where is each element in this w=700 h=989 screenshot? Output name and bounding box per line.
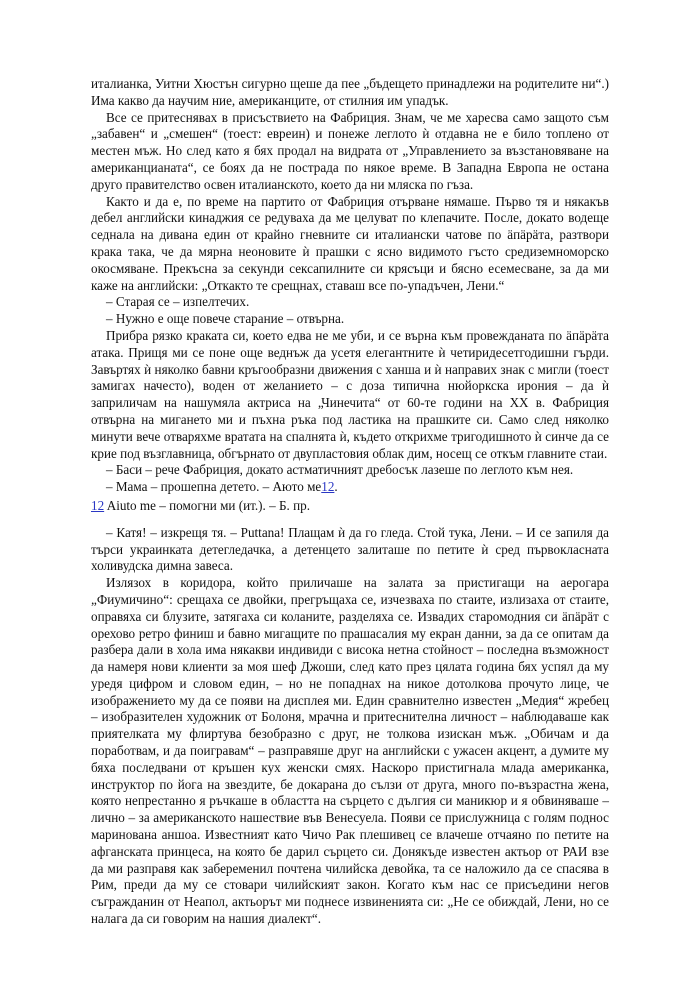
dialogue-text: – Мама – прошепна детето. – Аюто ме bbox=[106, 479, 322, 495]
paragraph: Все се притеснявах в присъствието на Фабриция. Знам, че ме харесва само защото съм „забавен“ и „смешен“ (тоест: евреин) и понеже леглото ѝ отдавна не е било топлено от местен мъж. Но след като я бях продал на видрата от „Управлението за възстановяване на американцианата“, се боях да не пострада по някое време. В Западна Европа не остана друго правителство освен италианското, което да ни мляска по гъза. bbox=[91, 109, 609, 192]
dialogue-line: – Баси – рече Фабриция, докато астматичният дребосък лазеше по леглото към нея. bbox=[106, 462, 574, 478]
paragraph: италианка, Уитни Хюстън сигурно щеше да пее „бъдещето принадлежи на родителите ни“.) Има какво да научим ние, американците, от стилния им упадък. bbox=[91, 76, 609, 108]
body-text bbox=[91, 76, 609, 928]
paragraph: Излязох в коридора, който приличаше на залата за пристигащи на аерогара „Фиумичино“: срещаха се двойки, прегръщаха се, изчезваха по стаите, излизаха от стаите, оправяха си блузите, затягаха си коланите, разделяха се. Извадих старомодния си äпäрäт с орехово ретро финиш и бавно мигащите по прашасалия му екран данни, за да се опитам да разбера дали в хола има някакви индивиди с висока нетна стойност – последна възможност да намеря нови клиенти за моя шеф Джоши, след като през цялата година бях успял да му уредя цифром и словом един, – но не попаднах на никое дотолкова прочуто лице, че изображението му да се появи на дисплея ми. Един сравнително известен „Медия“ жребец – изобразителен художник от Болоня, мрачна и притеснителна личност – наблюдаваше как приятелката му флиртува безобразно с друг, не толкова изискан мъж. „Обичам и да поработвам, и да поигравам“ – разправяше друг на английски с ужасен акцент, а думите му бяха последвани от кръшен кух женски смях. Наскоро пристигнала млада американка, инструктор по йога на звездите, бе докарана до сълзи от друга, много по-възрастна жена, която непрестанно я ръчкаше в областта на сърцето с дългия си маникюр и я обвиняваше – лично – за американското нашествие във Венесуела. Появи се прислужница с голям поднос маринована аншоа. Известният като Чичо Рак плешивец се влачеше отчаяно по петите на афганската принцеса, на която бе дарил сърцето си. Донякъде известен актьор от РАИ взе да ми разправя как забеременил почтена чилийска девойка, та се наложило да се спасява в Рим, преди да му се стовари чилийският закон. Когато към нас се присъедини негов съгражданин от Неапол, актьорът ми поднесе извиненията си: „Не се обиждай, Лени, но се налага да си говорим на нашия диалект“. bbox=[91, 575, 609, 927]
footnote bbox=[91, 498, 609, 515]
footnote-number-link[interactable]: 12 bbox=[91, 497, 105, 513]
paragraph: Както и да е, по време на партито от Фабриция отърване нямаше. Първо тя и някакъв дебел английски кинаджия се редуваха да ме целуват по клепачите. После, докато водеще седнала на дивана един от крайно гневните си италиански чатове по äпäрäта, разтвори крака така, че да мярна неоновите ѝ прашки с ясно видимото гъсто средиземноморско окосмяване. Прекъсна за секунди сексапилните си крясъци и бясно есемесване, за да ми каже на английски: „Откакто те срещнах, ставаш все по-упадъчен, Лени.“ bbox=[91, 193, 609, 293]
dialogue-line: – Нужно е още повече старание – отвърна. bbox=[106, 311, 345, 327]
paragraph: Прибра рязко краката си, което едва не ме уби, и се върна към провежданата по äпäрäта атака. Прищя ми се поне още веднъж да усетя елегантните ѝ четиридесетгодишни гърди. Завъртях ѝ няколко бавни кръгообразни движения с ханша и ѝ направих знак с мигли (тоест замигах начесто), воден от желанието – с доза типична нюйоркска ирония – да ѝ заприличам на нашумяла актриса на „Чинечита“ от 60-те години на XX в. Фабриция отвърна на мигането ми и пъхна ръка под ластика на прашките си. Само след няколко минути вече отваряхме вратата на спалнята ѝ, където открихме тригодишното ѝ синче да се крие под възглавница, обгърнато от двупластовия облак дим, носещ се откъм главните стаи. bbox=[91, 327, 609, 461]
dialogue-line: – Мама – прошепна детето. – Аюто ме12. bbox=[106, 479, 338, 495]
dialogue-line: – Катя! – изкрещя тя. – Puttana! Плащам ѝ да го гледа. Стой тука, Лени. – И се запиля да търси украинката детегледачка, а детенцето залиташе по петите ѝ сред първокласната холивудска димна завеса. bbox=[91, 524, 609, 574]
footnote-text: Aiuto me – помогни ми (ит.). – Б. пр. bbox=[104, 497, 310, 513]
footnote-reference-link[interactable]: 12 bbox=[321, 479, 335, 495]
dialogue-line: – Старая се – изпелтечих. bbox=[106, 294, 250, 310]
